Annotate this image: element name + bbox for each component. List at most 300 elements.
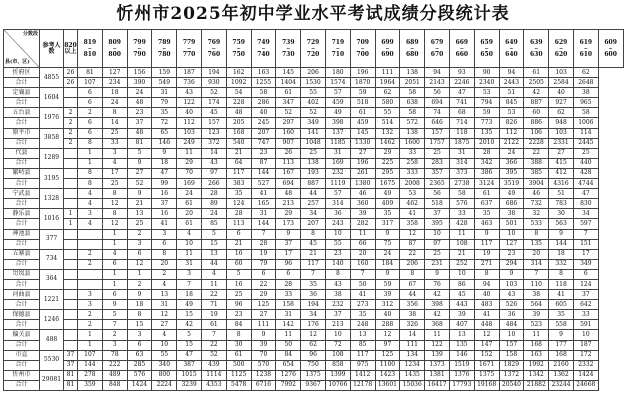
table-cell: 169 bbox=[325, 158, 350, 168]
table-cell: 41 bbox=[152, 219, 177, 229]
corner-top-label: 分数段 bbox=[22, 31, 38, 37]
table-cell: 312 bbox=[375, 300, 400, 310]
cumulative-label: 合计 bbox=[4, 360, 40, 370]
table-cell: 1574 bbox=[325, 78, 350, 88]
table-cell: 523 bbox=[524, 320, 549, 330]
table-cell: 81 bbox=[64, 380, 78, 390]
table-cell: 118 bbox=[449, 128, 474, 138]
table-cell: 1435 bbox=[400, 370, 425, 380]
table-cell: 61 bbox=[226, 350, 251, 360]
table-cell: 122 bbox=[177, 98, 202, 108]
table-cell: 6 bbox=[573, 269, 598, 279]
table-cell: 2445 bbox=[573, 138, 598, 148]
county-name: 偏关县 bbox=[4, 330, 40, 340]
range-low: 780 bbox=[158, 50, 171, 58]
table-cell: 232 bbox=[325, 300, 350, 310]
corner-bottom-label: 县(市、区) bbox=[5, 59, 30, 65]
table-cell: 225 bbox=[375, 158, 400, 168]
column-header-range bbox=[449, 30, 474, 68]
table-cell: 605 bbox=[549, 300, 574, 310]
table-cell: 33 bbox=[449, 209, 474, 219]
table-cell: 127 bbox=[102, 68, 127, 78]
table-cell: 11 bbox=[276, 330, 301, 340]
table-cell: 9 bbox=[499, 269, 524, 279]
range-high: 709 bbox=[356, 38, 369, 46]
table-cell: 41 bbox=[251, 189, 276, 199]
range-high: 699 bbox=[381, 38, 394, 46]
table-cell: 70 bbox=[177, 168, 202, 178]
table-cell: 317 bbox=[375, 219, 400, 229]
range-high: 639 bbox=[529, 38, 543, 46]
table-cell: 45 bbox=[201, 108, 226, 118]
table-cell: 158 bbox=[499, 350, 524, 360]
table-cell: 248 bbox=[350, 320, 375, 330]
table-cell: 342 bbox=[474, 158, 499, 168]
table-cell: 168 bbox=[524, 340, 549, 350]
table-cell: 6 bbox=[127, 340, 152, 350]
table-cell: 84 bbox=[276, 350, 301, 360]
table-cell: 948 bbox=[549, 118, 574, 128]
table-cell: 271 bbox=[474, 259, 499, 269]
table-cell: 10 bbox=[177, 239, 202, 249]
table-cell: 283 bbox=[425, 158, 450, 168]
table-cell: 21 bbox=[127, 199, 152, 209]
table-row-cumulative bbox=[4, 98, 624, 108]
table-cell: 144 bbox=[549, 239, 574, 249]
table-cell: 10 bbox=[425, 229, 450, 239]
table-cell: 62 bbox=[573, 68, 598, 78]
table-cell: 1530 bbox=[301, 78, 326, 88]
table-cell: 61 bbox=[177, 219, 202, 229]
table-row-cumulative bbox=[4, 158, 624, 168]
table-cell: 4744 bbox=[573, 179, 598, 189]
table-cell: 407 bbox=[449, 320, 474, 330]
table-cell: 975 bbox=[350, 360, 375, 370]
table-cell: 20 bbox=[152, 259, 177, 269]
table-cell: 103 bbox=[549, 128, 574, 138]
table-cell: 16 bbox=[226, 279, 251, 289]
participant-count: 1289 bbox=[40, 148, 64, 168]
table-cell: 38 bbox=[524, 290, 549, 300]
table-cell: 484 bbox=[499, 320, 524, 330]
table-cell: 1006 bbox=[573, 118, 598, 128]
table-cell: 36 bbox=[301, 290, 326, 300]
table-cell: 357 bbox=[425, 168, 450, 178]
table-cell: 213 bbox=[325, 320, 350, 330]
table-row-segment bbox=[4, 229, 624, 239]
range-separator: ~ bbox=[410, 45, 415, 52]
table-cell: 43 bbox=[201, 158, 226, 168]
table-cell: 34 bbox=[301, 209, 326, 219]
table-cell: 518 bbox=[425, 199, 450, 209]
table-cell: 266 bbox=[201, 179, 226, 189]
table-cell: 49 bbox=[375, 189, 400, 199]
table-cell: 28 bbox=[474, 148, 499, 158]
table-cell: 61 bbox=[350, 108, 375, 118]
table-cell: 196 bbox=[350, 158, 375, 168]
table-cell: 187 bbox=[573, 340, 598, 350]
table-cell: 8 bbox=[400, 269, 425, 279]
table-cell: 144 bbox=[251, 168, 276, 178]
table-cell: 2 bbox=[64, 138, 78, 148]
table-cell: 62 bbox=[375, 88, 400, 98]
table-cell: 13 bbox=[350, 330, 375, 340]
table-cell: 9 bbox=[102, 300, 127, 310]
table-cell: 85 bbox=[350, 340, 375, 350]
table-cell: 24 bbox=[499, 148, 524, 158]
table-cell: 21 bbox=[226, 148, 251, 158]
table-cell: 113 bbox=[276, 158, 301, 168]
table-cell: 395 bbox=[499, 168, 524, 178]
table-cell: 28 bbox=[276, 279, 301, 289]
table-cell: 58 bbox=[400, 88, 425, 98]
table-cell: 107 bbox=[78, 350, 103, 360]
range-high: 659 bbox=[480, 38, 493, 46]
table-cell: 55 bbox=[152, 350, 177, 360]
table-cell: 63 bbox=[127, 350, 152, 360]
table-cell: 1375 bbox=[301, 370, 326, 380]
table-cell: 459 bbox=[325, 98, 350, 108]
table-cell: 151 bbox=[573, 239, 598, 249]
table-cell: 8 bbox=[152, 249, 177, 259]
table-cell: 132 bbox=[375, 128, 400, 138]
table-cell: 37 bbox=[64, 350, 78, 360]
participant-count: 364 bbox=[40, 269, 64, 289]
table-cell: 59 bbox=[375, 279, 400, 289]
table-cell: 59 bbox=[474, 108, 499, 118]
table-cell: 157 bbox=[499, 340, 524, 350]
county-name: 河曲县 bbox=[4, 290, 40, 300]
table-cell: 6 bbox=[276, 269, 301, 279]
table-cell: 47 bbox=[177, 350, 202, 360]
table-cell: 79 bbox=[152, 98, 177, 108]
table-cell: 58 bbox=[449, 189, 474, 199]
table-cell: 24 bbox=[177, 189, 202, 199]
table-cell: 97 bbox=[201, 168, 226, 178]
table-cell: 15 bbox=[177, 340, 202, 350]
table-cell: 76 bbox=[425, 279, 450, 289]
table-row-segment bbox=[4, 350, 624, 360]
table-cell: 249 bbox=[177, 138, 202, 148]
column-header-range bbox=[549, 30, 574, 68]
table-cell: 8 bbox=[78, 138, 103, 148]
table-cell: 58 bbox=[400, 108, 425, 118]
table-cell: 51 bbox=[499, 88, 524, 98]
table-cell: 10 bbox=[499, 330, 524, 340]
table-cell: 1125 bbox=[226, 370, 251, 380]
cumulative-label: 合计 bbox=[4, 300, 40, 310]
table-cell: 42 bbox=[425, 310, 450, 320]
table-cell: 7 bbox=[201, 330, 226, 340]
participant-count: 4855 bbox=[40, 68, 64, 88]
table-cell: 2648 bbox=[573, 78, 598, 88]
table-cell: 2 bbox=[64, 118, 78, 128]
table-cell: 1380 bbox=[350, 179, 375, 189]
range-high: 799 bbox=[133, 38, 146, 46]
table-cell: 38 bbox=[325, 290, 350, 300]
table-cell: 2228 bbox=[524, 138, 549, 148]
table-cell: 439 bbox=[201, 360, 226, 370]
table-cell: 6716 bbox=[251, 380, 276, 390]
column-header-range bbox=[474, 30, 499, 68]
participant-count: 1976 bbox=[40, 108, 64, 128]
table-cell: 366 bbox=[499, 158, 524, 168]
table-cell: 10 bbox=[499, 229, 524, 239]
table-cell bbox=[64, 199, 78, 209]
table-cell: 9 bbox=[425, 269, 450, 279]
table-row-cumulative bbox=[4, 199, 624, 209]
table-cell: 184 bbox=[375, 259, 400, 269]
table-cell: 111 bbox=[400, 340, 425, 350]
table-cell: 1372 bbox=[499, 370, 524, 380]
table-cell: 124 bbox=[226, 199, 251, 209]
table-cell: 3 bbox=[127, 330, 152, 340]
table-cell: 549 bbox=[152, 78, 177, 88]
table-cell: 46 bbox=[524, 189, 549, 199]
range-high: 669 bbox=[455, 38, 469, 46]
table-cell: 35 bbox=[549, 310, 574, 320]
table-cell: 4 bbox=[78, 219, 103, 229]
table-cell: 5 bbox=[226, 269, 251, 279]
table-cell: 34 bbox=[573, 209, 598, 219]
table-cell: 7992 bbox=[276, 380, 301, 390]
range-low: 610 bbox=[579, 50, 593, 58]
table-cell: 37 bbox=[325, 310, 350, 320]
table-cell: 1114 bbox=[201, 370, 226, 380]
table-cell: 44 bbox=[201, 259, 226, 269]
table-cell: 138 bbox=[400, 128, 425, 138]
table-cell: 1 bbox=[127, 269, 152, 279]
table-cell: 358 bbox=[400, 219, 425, 229]
table-cell: 172 bbox=[573, 350, 598, 360]
table-cell: 72 bbox=[325, 340, 350, 350]
table-cell: 3 bbox=[78, 290, 103, 300]
range-low: 620 bbox=[554, 50, 568, 58]
table-cell: 4 bbox=[201, 269, 226, 279]
county-name: 保德县 bbox=[4, 310, 40, 320]
table-cell: 52 bbox=[276, 108, 301, 118]
table-cell: 89 bbox=[201, 199, 226, 209]
table-cell bbox=[64, 259, 78, 269]
table-cell: 146 bbox=[449, 350, 474, 360]
table-cell: 5 bbox=[201, 229, 226, 239]
table-cell: 7 bbox=[102, 320, 127, 330]
table-cell: 294 bbox=[499, 259, 524, 269]
table-cell: 483 bbox=[474, 300, 499, 310]
column-header-range bbox=[152, 30, 177, 68]
table-cell: 750 bbox=[301, 360, 326, 370]
table-cell: 193 bbox=[301, 168, 326, 178]
table-cell bbox=[64, 249, 78, 259]
table-cell: 2332 bbox=[573, 360, 598, 370]
table-cell bbox=[64, 310, 78, 320]
table-cell: 1 bbox=[64, 209, 78, 219]
table-cell: 41 bbox=[549, 290, 574, 300]
table-cell: 5 bbox=[177, 330, 202, 340]
table-cell: 33 bbox=[276, 290, 301, 300]
column-header-range bbox=[177, 30, 202, 68]
table-cell: 19 bbox=[474, 249, 499, 259]
table-cell: 33 bbox=[400, 148, 425, 158]
table-cell: 5478 bbox=[226, 380, 251, 390]
table-cell: 1373 bbox=[425, 360, 450, 370]
table-cell: 12 bbox=[301, 330, 326, 340]
range-high: 819 bbox=[83, 38, 97, 46]
table-cell: 886 bbox=[524, 118, 549, 128]
table-cell: 4 bbox=[177, 229, 202, 239]
table-cell: 500 bbox=[226, 360, 251, 370]
table-cell: 81 bbox=[64, 370, 78, 380]
table-cell: 412 bbox=[549, 168, 574, 178]
table-cell: 252 bbox=[449, 259, 474, 269]
table-cell: 34 bbox=[301, 310, 326, 320]
table-cell: 13 bbox=[449, 330, 474, 340]
table-cell: 103 bbox=[549, 68, 574, 78]
table-row-segment bbox=[4, 68, 624, 78]
table-cell: 3519 bbox=[499, 179, 524, 189]
table-cell: 138 bbox=[400, 68, 425, 78]
table-cell: 52 bbox=[127, 179, 152, 189]
table-row-cumulative bbox=[4, 300, 624, 310]
table-cell: 25 bbox=[127, 219, 152, 229]
table-cell: 459 bbox=[350, 118, 375, 128]
table-cell: 213 bbox=[276, 199, 301, 209]
table-cell: 168 bbox=[226, 128, 251, 138]
table-cell: 830 bbox=[573, 199, 598, 209]
table-cell: 360 bbox=[350, 199, 375, 209]
table-cell: 1870 bbox=[350, 78, 375, 88]
table-cell bbox=[64, 279, 78, 289]
table-cell: 29 bbox=[276, 209, 301, 219]
table-cell bbox=[64, 300, 78, 310]
table-cell: 65 bbox=[152, 128, 177, 138]
table-cell: 114 bbox=[573, 128, 598, 138]
corner-header bbox=[4, 30, 40, 68]
table-row-cumulative bbox=[4, 360, 624, 370]
table-cell: 168 bbox=[549, 350, 574, 360]
range-low: 690 bbox=[381, 50, 394, 58]
table-cell: 1519 bbox=[449, 360, 474, 370]
table-cell: 6 bbox=[226, 229, 251, 239]
table-cell: 6 bbox=[102, 290, 127, 300]
table-cell: 15 bbox=[177, 310, 202, 320]
range-separator: ~ bbox=[459, 45, 464, 52]
table-cell: 9 bbox=[152, 148, 177, 158]
table-cell: 2738 bbox=[449, 179, 474, 189]
table-cell: 160 bbox=[276, 128, 301, 138]
table-cell: 53 bbox=[400, 189, 425, 199]
table-cell: 42 bbox=[425, 290, 450, 300]
table-cell: 257 bbox=[301, 199, 326, 209]
table-cell: 17 bbox=[573, 249, 598, 259]
table-cell: 4 bbox=[78, 199, 103, 209]
table-cell: 44 bbox=[301, 189, 326, 199]
table-cell: 53 bbox=[474, 88, 499, 98]
table-cell: 39 bbox=[251, 340, 276, 350]
table-cell: 157 bbox=[201, 118, 226, 128]
table-cell: 6 bbox=[78, 118, 103, 128]
table-cell: 2443 bbox=[499, 78, 524, 88]
table-cell: 1375 bbox=[474, 370, 499, 380]
table-cell: 17 bbox=[276, 249, 301, 259]
table-cell: 55 bbox=[301, 88, 326, 98]
table-cell: 20 bbox=[524, 249, 549, 259]
table-cell: 642 bbox=[573, 300, 598, 310]
range-high: 769 bbox=[207, 38, 221, 46]
table-row-segment bbox=[4, 269, 624, 279]
table-cell: 16417 bbox=[425, 380, 450, 390]
table-cell: 93 bbox=[449, 68, 474, 78]
table-cell: 28 bbox=[251, 239, 276, 249]
table-cell: 1404 bbox=[276, 78, 301, 88]
table-cell: 35 bbox=[350, 310, 375, 320]
table-cell: 349 bbox=[301, 118, 326, 128]
table-cell: 14 bbox=[201, 148, 226, 158]
table-cell: 11 bbox=[201, 279, 226, 289]
table-cell: 125 bbox=[375, 350, 400, 360]
range-low: 660 bbox=[455, 50, 469, 58]
range-low: 770 bbox=[182, 50, 196, 58]
table-cell: 52 bbox=[301, 108, 326, 118]
table-cell: 440 bbox=[573, 158, 598, 168]
table-cell: 138 bbox=[301, 158, 326, 168]
county-name: 繁峙县 bbox=[4, 168, 40, 178]
table-cell: 37 bbox=[152, 199, 177, 209]
table-cell: 13601 bbox=[375, 380, 400, 390]
county-name: 五台县 bbox=[4, 108, 40, 118]
range-low: 670 bbox=[430, 50, 444, 58]
table-cell: 61 bbox=[474, 189, 499, 199]
range-separator: ~ bbox=[434, 45, 440, 52]
table-cell: 11 bbox=[524, 330, 549, 340]
table-cell: 8 bbox=[127, 310, 152, 320]
range-separator: ~ bbox=[236, 45, 241, 52]
table-cell: 282 bbox=[350, 219, 375, 229]
table-row-segment bbox=[4, 168, 624, 178]
table-cell: 37 bbox=[64, 360, 78, 370]
table-cell: 1671 bbox=[474, 360, 499, 370]
table-cell: 927 bbox=[549, 98, 574, 108]
table-cell: 12 bbox=[102, 219, 127, 229]
table-cell: 7 bbox=[573, 229, 598, 239]
table-cell: 24 bbox=[127, 88, 152, 98]
table-cell: 232 bbox=[325, 168, 350, 178]
county-name: 神池县 bbox=[4, 229, 40, 239]
table-cell: 23 bbox=[499, 249, 524, 259]
table-cell: 8 bbox=[102, 189, 127, 199]
table-cell: 9 bbox=[549, 229, 574, 239]
table-cell: 18 bbox=[152, 158, 177, 168]
table-cell: 1992 bbox=[524, 360, 549, 370]
table-cell: 40 bbox=[549, 88, 574, 98]
table-cell: 12 bbox=[375, 330, 400, 340]
column-header-range bbox=[524, 30, 549, 68]
table-cell: 8 bbox=[78, 179, 103, 189]
table-cell: 2 bbox=[127, 279, 152, 289]
table-cell: 591 bbox=[573, 320, 598, 330]
table-cell: 2 bbox=[78, 320, 103, 330]
range-low: 680 bbox=[405, 50, 419, 58]
table-cell: 25 bbox=[102, 128, 127, 138]
table-cell: 3239 bbox=[177, 380, 202, 390]
table-cell: 24668 bbox=[573, 380, 598, 390]
table-cell: 1412 bbox=[350, 370, 375, 380]
range-separator: ~ bbox=[137, 45, 142, 52]
table-cell: 8 bbox=[102, 209, 127, 219]
table-row-cumulative bbox=[4, 320, 624, 330]
table-cell: 1424 bbox=[127, 380, 152, 390]
range-low: 730 bbox=[282, 50, 295, 58]
